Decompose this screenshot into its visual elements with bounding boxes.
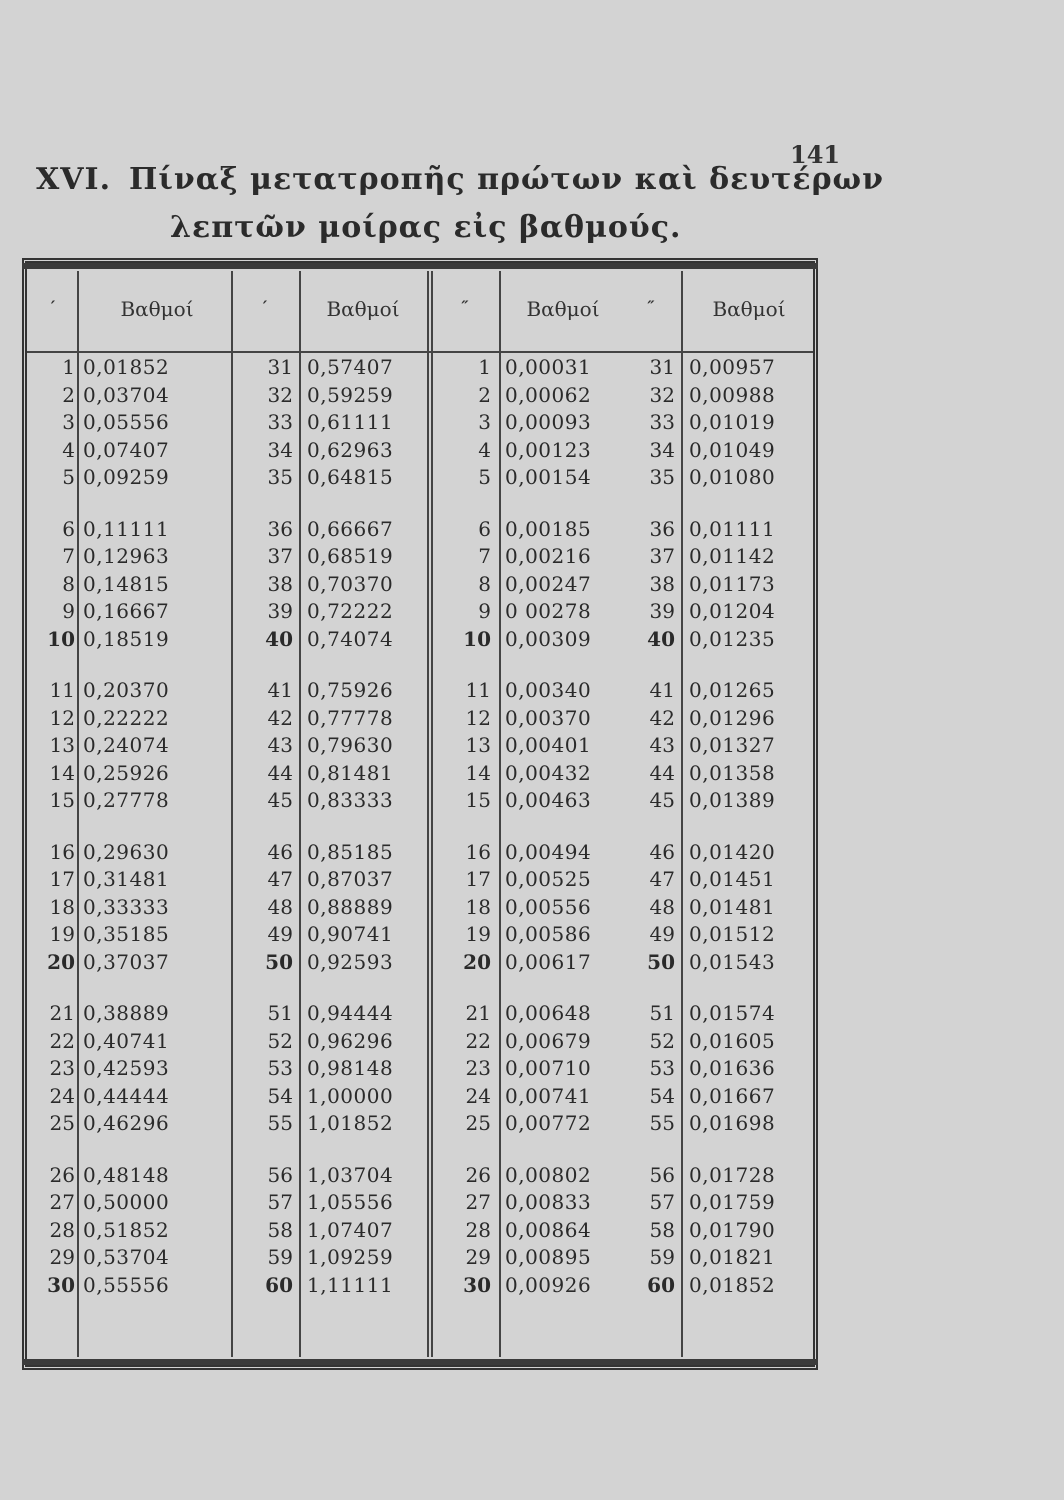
row-value: 0,33333 [83, 894, 170, 919]
row-value: 0,42593 [83, 1056, 170, 1080]
row-number: 37 [649, 544, 675, 568]
row-number: 48 [649, 894, 675, 919]
row-number: 28 [49, 1217, 75, 1242]
row-value: 0,00586 [505, 922, 592, 946]
row-number: 7 [478, 544, 491, 568]
row-number: 10 [463, 626, 491, 651]
row-value: 0,05556 [83, 410, 170, 434]
row-value: 0,24074 [83, 733, 170, 757]
row-number: 20 [47, 949, 75, 974]
row-value: 0,25926 [83, 760, 170, 785]
row-value: 0,90741 [307, 922, 394, 946]
row-number: 44 [267, 760, 293, 785]
row-value: 0,35185 [83, 922, 170, 946]
row-number: 42 [267, 705, 293, 730]
row-value: 0,18519 [83, 626, 170, 651]
row-number: 54 [649, 1083, 675, 1108]
row-number: 11 [465, 678, 491, 702]
header-label-3: Βαθμοί [526, 297, 600, 321]
row-value: 0,12963 [83, 544, 170, 568]
row-number: 59 [649, 1245, 675, 1269]
row-number: 21 [465, 1001, 491, 1025]
row-number: 55 [649, 1111, 675, 1135]
row-number: 8 [478, 571, 491, 596]
row-value: 0,00216 [505, 544, 592, 568]
row-value: 0,01543 [689, 949, 776, 974]
row-value: 0,01790 [689, 1217, 776, 1242]
row-number: 6 [62, 516, 75, 541]
row-value: 0,01327 [689, 733, 776, 757]
row-value: 0,01080 [689, 465, 776, 489]
row-value: 0,00864 [505, 1217, 592, 1242]
row-value: 0,00525 [505, 867, 592, 891]
row-number: 5 [478, 465, 491, 489]
row-value: 0,01852 [689, 1272, 776, 1297]
row-number: 34 [267, 437, 293, 462]
row-value: 0,81481 [307, 760, 394, 785]
row-number: 34 [649, 437, 675, 462]
row-value: 0,01296 [689, 705, 776, 730]
row-number: 13 [49, 733, 75, 757]
row-number: 57 [267, 1190, 293, 1214]
row-number: 33 [649, 410, 675, 434]
row-number: 21 [49, 1001, 75, 1025]
table-title [36, 162, 884, 197]
row-value: 1,01852 [307, 1111, 394, 1135]
header-symbol-2: ′ [262, 297, 268, 316]
row-value: 0,01636 [689, 1056, 776, 1080]
row-number: 35 [267, 465, 293, 489]
row-number: 43 [267, 733, 293, 757]
row-number: 39 [267, 599, 293, 623]
row-value: 0,40741 [83, 1028, 170, 1053]
row-number: 24 [465, 1083, 491, 1108]
row-number: 31 [649, 355, 675, 379]
header-label-2: Βαθμοί [326, 297, 400, 321]
row-number: 1 [62, 355, 75, 379]
row-number: 1 [478, 355, 491, 379]
row-value: 0,62963 [307, 437, 394, 462]
table-number: XVI. [36, 162, 112, 197]
row-number: 27 [465, 1190, 491, 1214]
row-value: 0,64815 [307, 465, 394, 489]
row-number: 3 [478, 410, 491, 434]
row-number: 14 [49, 760, 75, 785]
row-value: 0,00154 [505, 465, 592, 489]
row-number: 35 [649, 465, 675, 489]
row-number: 46 [649, 839, 675, 864]
row-number: 48 [267, 894, 293, 919]
row-number: 42 [649, 705, 675, 730]
row-value: 0,22222 [83, 705, 170, 730]
row-number: 30 [47, 1272, 75, 1297]
row-number: 20 [463, 949, 491, 974]
row-number: 22 [49, 1028, 75, 1053]
row-value: 0,01698 [689, 1111, 776, 1135]
row-number: 52 [649, 1028, 675, 1053]
row-value: 1,05556 [307, 1190, 394, 1214]
row-number: 32 [649, 382, 675, 407]
row-number: 6 [478, 516, 491, 541]
row-value: 1,11111 [307, 1272, 394, 1297]
row-number: 57 [649, 1190, 675, 1214]
row-number: 7 [62, 544, 75, 568]
row-number: 16 [49, 839, 75, 864]
row-number: 15 [465, 788, 491, 812]
row-value: 0,88889 [307, 894, 394, 919]
row-value: 0,01111 [689, 516, 776, 541]
row-number: 37 [267, 544, 293, 568]
row-number: 39 [649, 599, 675, 623]
row-number: 4 [478, 437, 491, 462]
row-value: 0,44444 [83, 1083, 170, 1108]
row-value: 0,01821 [689, 1245, 776, 1269]
row-value: 0,61111 [307, 410, 394, 434]
row-number: 40 [265, 626, 293, 651]
row-number: 59 [267, 1245, 293, 1269]
row-value: 0,11111 [83, 516, 170, 541]
row-value: 0,00093 [505, 410, 592, 434]
row-number: 51 [267, 1001, 293, 1025]
row-value: 0,20370 [83, 678, 170, 702]
row-number: 55 [267, 1111, 293, 1135]
title-line-2: λεπτῶν μοίρας εἰς βαθμούς. [170, 210, 682, 245]
row-value: 0,00679 [505, 1028, 592, 1053]
row-value: 0,00494 [505, 839, 592, 864]
row-value: 0,07407 [83, 437, 170, 462]
row-value: 0,00370 [505, 705, 592, 730]
row-value: 0,00772 [505, 1111, 592, 1135]
row-value: 0,01574 [689, 1001, 776, 1025]
row-value: 0,00926 [505, 1272, 592, 1297]
row-number: 2 [478, 382, 491, 407]
row-value: 0,51852 [83, 1217, 170, 1242]
row-value: 0,77778 [307, 705, 394, 730]
row-value: 0,00617 [505, 949, 592, 974]
row-number: 23 [49, 1056, 75, 1080]
row-number: 56 [267, 1162, 293, 1187]
row-value: 0,00185 [505, 516, 592, 541]
row-number: 32 [267, 382, 293, 407]
row-value: 0,00802 [505, 1162, 592, 1187]
row-value: 0,38889 [83, 1001, 170, 1025]
row-value: 0,31481 [83, 867, 170, 891]
row-number: 31 [267, 355, 293, 379]
row-number: 41 [267, 678, 293, 702]
row-value: 1,07407 [307, 1217, 394, 1242]
row-value: 0,75926 [307, 678, 394, 702]
row-value: 0,74074 [307, 626, 394, 651]
row-value: 0,98148 [307, 1056, 394, 1080]
row-number: 25 [49, 1111, 75, 1135]
row-number: 47 [267, 867, 293, 891]
row-number: 22 [465, 1028, 491, 1053]
row-number: 38 [267, 571, 293, 596]
row-value: 1,03704 [307, 1162, 394, 1187]
row-value: 0,68519 [307, 544, 394, 568]
row-number: 19 [49, 922, 75, 946]
row-number: 41 [649, 678, 675, 702]
row-value: 0,01235 [689, 626, 776, 651]
row-number: 50 [265, 949, 293, 974]
title-line-1: Πίναξ μετατροπῆς πρώτων καὶ δευτέρων [129, 162, 884, 197]
row-value: 0,85185 [307, 839, 394, 864]
row-number: 45 [267, 788, 293, 812]
header-rule [27, 351, 813, 353]
row-number: 12 [465, 705, 491, 730]
row-value: 0,01173 [689, 571, 776, 596]
row-value: 0,00895 [505, 1245, 592, 1269]
row-value: 0,00833 [505, 1190, 592, 1214]
row-value: 0,00463 [505, 788, 592, 812]
row-number: 26 [465, 1162, 491, 1187]
row-value: 0,01605 [689, 1028, 776, 1053]
row-number: 19 [465, 922, 491, 946]
row-number: 29 [465, 1245, 491, 1269]
row-value: 0,00741 [505, 1083, 592, 1108]
row-number: 10 [47, 626, 75, 651]
row-value: 1,00000 [307, 1083, 394, 1108]
conversion-table [22, 258, 818, 1370]
row-value: 0,01759 [689, 1190, 776, 1214]
row-value: 0,01481 [689, 894, 776, 919]
row-value: 0,01389 [689, 788, 776, 812]
row-value: 0,00710 [505, 1056, 592, 1080]
row-value: 0,00957 [689, 355, 776, 379]
row-value: 0,83333 [307, 788, 394, 812]
row-number: 53 [267, 1056, 293, 1080]
row-value: 0,48148 [83, 1162, 170, 1187]
row-value: 0,01451 [689, 867, 776, 891]
row-number: 51 [649, 1001, 675, 1025]
row-number: 36 [267, 516, 293, 541]
row-number: 4 [62, 437, 75, 462]
row-number: 9 [478, 599, 491, 623]
header-symbol-3: ″ [461, 297, 469, 316]
row-value: 0,00648 [505, 1001, 592, 1025]
row-value: 0,79630 [307, 733, 394, 757]
row-value: 0,01265 [689, 678, 776, 702]
row-number: 53 [649, 1056, 675, 1080]
row-number: 16 [465, 839, 491, 864]
row-value: 0,01019 [689, 410, 776, 434]
row-value: 0,01204 [689, 599, 776, 623]
row-number: 52 [267, 1028, 293, 1053]
row-value: 1,09259 [307, 1245, 394, 1269]
row-value: 0,00340 [505, 678, 592, 702]
column-divider [499, 271, 501, 1357]
row-value: 0,00123 [505, 437, 592, 462]
row-number: 25 [465, 1111, 491, 1135]
row-number: 11 [49, 678, 75, 702]
row-number: 5 [62, 465, 75, 489]
row-value: 0,59259 [307, 382, 394, 407]
row-value: 0,00247 [505, 571, 592, 596]
row-number: 60 [265, 1272, 293, 1297]
row-number: 44 [649, 760, 675, 785]
column-divider [77, 271, 79, 1357]
row-number: 49 [649, 922, 675, 946]
row-number: 27 [49, 1190, 75, 1214]
row-value: 0,01852 [83, 355, 170, 379]
row-value: 0,46296 [83, 1111, 170, 1135]
column-divider [231, 271, 233, 1357]
row-number: 18 [49, 894, 75, 919]
row-value: 0,29630 [83, 839, 170, 864]
row-number: 24 [49, 1083, 75, 1108]
header-symbol-4: ″ [647, 297, 655, 316]
row-value: 0,66667 [307, 516, 394, 541]
row-number: 26 [49, 1162, 75, 1187]
row-value: 0,01512 [689, 922, 776, 946]
row-value: 0,01728 [689, 1162, 776, 1187]
row-value: 0,70370 [307, 571, 394, 596]
row-number: 40 [647, 626, 675, 651]
row-number: 23 [465, 1056, 491, 1080]
row-number: 8 [62, 571, 75, 596]
row-value: 0,72222 [307, 599, 394, 623]
row-value: 0,00309 [505, 626, 592, 651]
row-number: 3 [62, 410, 75, 434]
row-value: 0,00432 [505, 760, 592, 785]
row-value: 0,55556 [83, 1272, 170, 1297]
header-label-4: Βαθμοί [712, 297, 786, 321]
row-number: 47 [649, 867, 675, 891]
row-value: 0,01142 [689, 544, 776, 568]
row-value: 0 00278 [505, 599, 592, 623]
row-number: 43 [649, 733, 675, 757]
row-value: 0,92593 [307, 949, 394, 974]
row-number: 17 [465, 867, 491, 891]
row-value: 0,87037 [307, 867, 394, 891]
row-number: 50 [647, 949, 675, 974]
row-number: 17 [49, 867, 75, 891]
row-value: 0,00401 [505, 733, 592, 757]
row-number: 45 [649, 788, 675, 812]
row-number: 13 [465, 733, 491, 757]
row-number: 15 [49, 788, 75, 812]
row-value: 0,01667 [689, 1083, 776, 1108]
column-divider [681, 271, 683, 1357]
row-value: 0,01420 [689, 839, 776, 864]
row-number: 46 [267, 839, 293, 864]
row-value: 0,01358 [689, 760, 776, 785]
row-number: 56 [649, 1162, 675, 1187]
row-value: 0,01049 [689, 437, 776, 462]
row-number: 29 [49, 1245, 75, 1269]
row-number: 18 [465, 894, 491, 919]
row-value: 0,00988 [689, 382, 776, 407]
row-value: 0,14815 [83, 571, 170, 596]
row-number: 60 [647, 1272, 675, 1297]
row-value: 0,96296 [307, 1028, 394, 1053]
row-number: 58 [649, 1217, 675, 1242]
row-value: 0,27778 [83, 788, 170, 812]
row-number: 9 [62, 599, 75, 623]
row-value: 0,00031 [505, 355, 592, 379]
row-value: 0,16667 [83, 599, 170, 623]
header-label-1: Βαθμοί [120, 297, 194, 321]
row-value: 0,09259 [83, 465, 170, 489]
row-value: 0,37037 [83, 949, 170, 974]
row-number: 49 [267, 922, 293, 946]
row-number: 38 [649, 571, 675, 596]
row-number: 2 [62, 382, 75, 407]
row-number: 28 [465, 1217, 491, 1242]
row-value: 0,50000 [83, 1190, 170, 1214]
row-number: 36 [649, 516, 675, 541]
column-divider [299, 271, 301, 1357]
row-value: 0,94444 [307, 1001, 394, 1025]
column-divider-double [427, 271, 433, 1357]
page-number: 141 [790, 140, 841, 169]
row-value: 0,53704 [83, 1245, 170, 1269]
row-number: 54 [267, 1083, 293, 1108]
row-number: 58 [267, 1217, 293, 1242]
row-value: 0,03704 [83, 382, 170, 407]
row-number: 33 [267, 410, 293, 434]
header-symbol-1: ′ [50, 297, 56, 316]
row-number: 30 [463, 1272, 491, 1297]
row-value: 0,57407 [307, 355, 394, 379]
row-value: 0,00062 [505, 382, 592, 407]
row-number: 12 [49, 705, 75, 730]
row-value: 0,00556 [505, 894, 592, 919]
row-number: 14 [465, 760, 491, 785]
